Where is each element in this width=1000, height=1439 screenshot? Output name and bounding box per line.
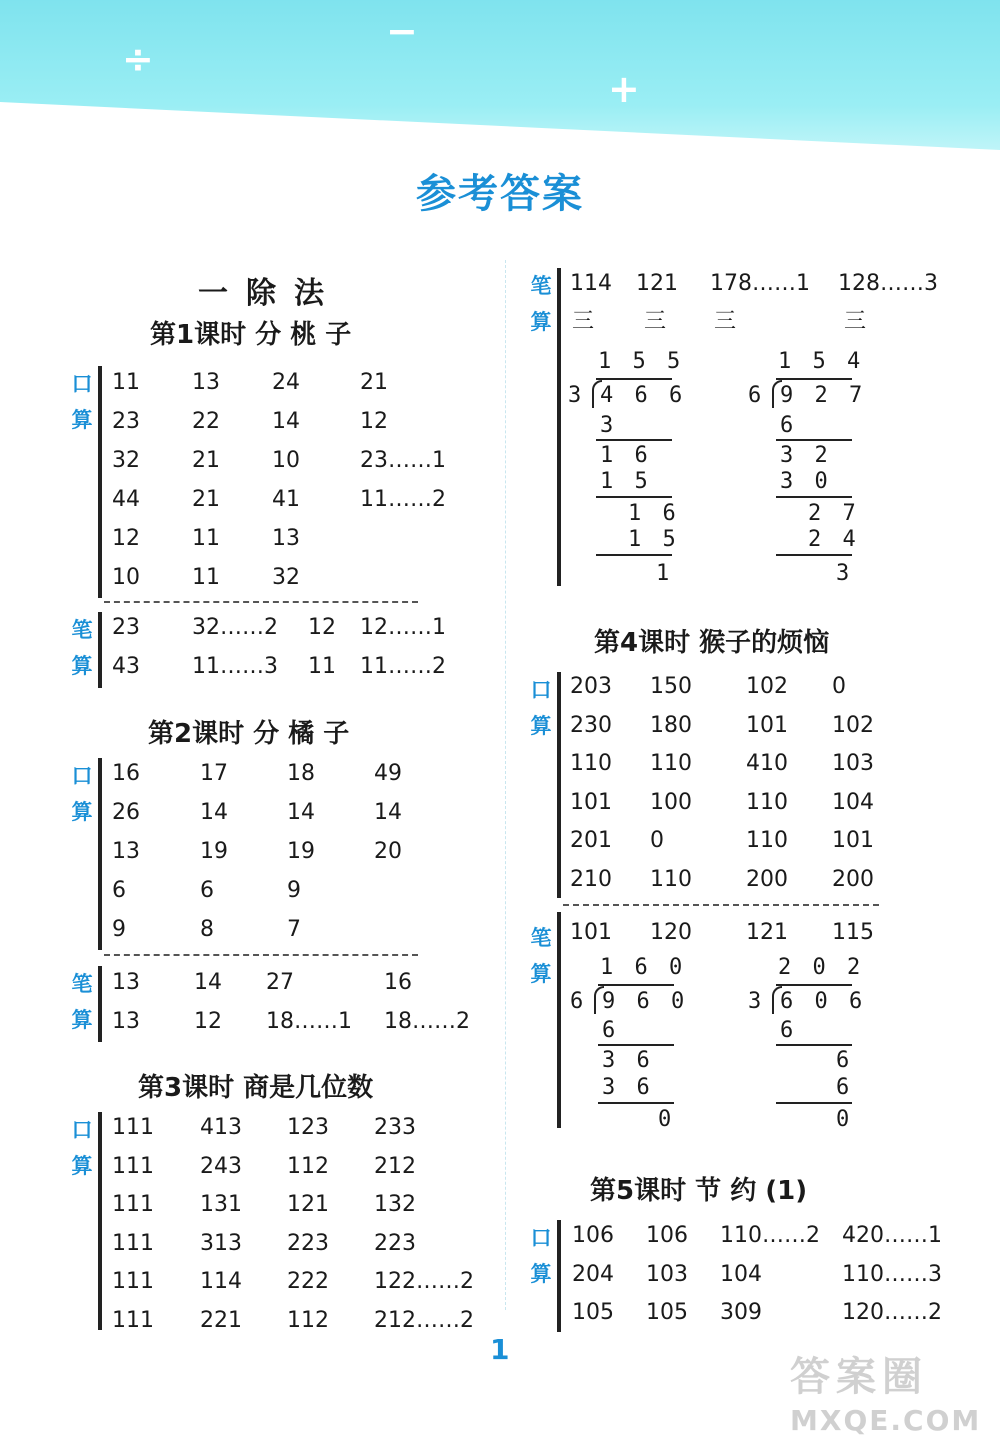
- label-char: 算: [71, 1154, 93, 1178]
- section-bar: [98, 966, 102, 1042]
- answer-cell: 103: [646, 1261, 688, 1287]
- divide-icon: ÷: [122, 37, 154, 81]
- answer-cell: 13: [192, 370, 220, 395]
- answer-cell: 三: [714, 309, 737, 334]
- ld-step: 1 6: [600, 443, 652, 468]
- answer-cell: 104: [832, 789, 874, 815]
- answer-cell: 105: [646, 1300, 688, 1326]
- answer-cell: 21: [192, 487, 220, 512]
- page-title: 参考答案: [416, 171, 584, 217]
- answer-cell: 12: [112, 526, 140, 551]
- answer-cell: 11……2: [360, 487, 446, 512]
- written-label: [70, 612, 94, 684]
- answer-cell: 14: [194, 970, 222, 995]
- answer-cell: 103: [832, 751, 874, 777]
- ld-remainder: 1: [656, 561, 674, 586]
- ld-divisor: 3: [568, 383, 586, 408]
- answer-cell: 12: [360, 409, 388, 434]
- answer-cell: 111: [112, 1192, 154, 1218]
- answer-cell: 200: [746, 867, 788, 892]
- answer-cell: 22: [192, 409, 220, 434]
- answer-cell: 114: [570, 271, 612, 296]
- ld-step: 3 6: [602, 1075, 654, 1100]
- answer-cell: 132: [374, 1192, 416, 1218]
- answer-cell: 8: [200, 917, 214, 942]
- label-char: 算: [71, 408, 93, 432]
- answer-cell: 233: [374, 1115, 416, 1140]
- ld-step: 6: [780, 413, 798, 438]
- answer-cell: 112: [287, 1308, 329, 1333]
- answer-cell: 三: [644, 309, 667, 334]
- answer-cell: 41: [272, 487, 300, 512]
- answer-cell: 13: [272, 526, 300, 551]
- ld-remainder: 3: [836, 561, 854, 586]
- section-bar: [557, 912, 561, 1128]
- label-char: 算: [530, 310, 552, 334]
- label-char: 算: [71, 1008, 93, 1032]
- answer-cell: 420……1: [842, 1223, 942, 1248]
- ld-step: 6: [836, 1048, 854, 1073]
- lesson-1-title: 第1课时 分 桃 子: [150, 320, 352, 350]
- answer-cell: 178……1: [710, 271, 810, 296]
- oral-label: [529, 672, 553, 744]
- ld-step: 6: [836, 1075, 854, 1100]
- answer-cell: 19: [287, 839, 315, 864]
- answer-cell: 110: [570, 751, 612, 777]
- answer-cell: 11: [308, 654, 336, 679]
- answer-cell: 413: [200, 1115, 242, 1140]
- answer-cell: 243: [200, 1153, 242, 1179]
- answer-cell: 105: [572, 1300, 614, 1326]
- ld-step: 3: [600, 413, 618, 438]
- ld-dividend: 4 6 6: [600, 383, 687, 408]
- answer-cell: 212: [374, 1153, 416, 1179]
- answer-cell: 11: [112, 370, 140, 395]
- oral-label: [70, 1112, 94, 1184]
- answer-cell: 7: [287, 917, 301, 942]
- answer-cell: 26: [112, 800, 140, 825]
- ld-dividend: 9 2 7: [780, 383, 867, 408]
- answer-cell: 203: [570, 674, 612, 699]
- answer-cell: 110: [650, 751, 692, 777]
- label-char: 笔: [71, 618, 93, 642]
- written-label: [529, 920, 553, 992]
- ld-rule: [776, 439, 852, 441]
- answer-cell: 23: [112, 615, 140, 640]
- ld-rule: [596, 496, 672, 498]
- label-char: 算: [530, 1262, 552, 1286]
- watermark: [790, 1345, 981, 1437]
- answer-cell: 16: [384, 970, 412, 995]
- answer-cell: 6: [200, 878, 214, 903]
- answer-cell: 0: [650, 828, 664, 854]
- answer-cell: 102: [832, 712, 874, 738]
- ld-rule: [598, 984, 674, 986]
- answer-cell: 221: [200, 1308, 242, 1333]
- section-bar: [557, 1220, 561, 1332]
- answer-cell: 32: [272, 565, 300, 590]
- ld-step: 3 2: [780, 443, 832, 468]
- label-char: 口: [530, 1226, 552, 1250]
- answer-cell: 200: [832, 867, 874, 892]
- ld-rule: [776, 496, 852, 498]
- answer-cell: 43: [112, 654, 140, 679]
- oral-label: [529, 1220, 553, 1292]
- answer-cell: 101: [832, 828, 874, 854]
- ld-rule: [776, 378, 852, 380]
- answer-cell: 18: [287, 761, 315, 786]
- answer-cell: 110……2: [720, 1223, 820, 1248]
- answer-cell: 0: [832, 674, 846, 699]
- answer-cell: 10: [272, 448, 300, 473]
- answer-cell: 11……3: [192, 654, 278, 679]
- ld-step: 1 5: [600, 469, 652, 494]
- answer-cell: 三: [572, 309, 595, 334]
- answer-cell: 106: [572, 1223, 614, 1248]
- answer-cell: 309: [720, 1300, 762, 1326]
- answer-cell: 12: [194, 1009, 222, 1034]
- answer-cell: 12: [308, 615, 336, 640]
- answer-cell: 123: [287, 1115, 329, 1140]
- answer-cell: 110: [746, 828, 788, 854]
- ld-dividend: 6 0 6: [780, 989, 867, 1014]
- answer-cell: 23……1: [360, 448, 446, 473]
- answer-cell: 32……2: [192, 615, 278, 640]
- ld-rule: [598, 1044, 674, 1046]
- section-bar: [98, 612, 102, 688]
- answer-cell: 23: [112, 409, 140, 434]
- label-char: 算: [71, 800, 93, 824]
- answer-cell: 100: [650, 789, 692, 815]
- answer-cell: 313: [200, 1230, 242, 1256]
- answer-cell: 13: [112, 839, 140, 864]
- ld-dividend: 9 6 0: [602, 989, 689, 1014]
- ld-divisor: 6: [570, 989, 588, 1014]
- answer-cell: 115: [832, 920, 874, 945]
- label-char: 算: [530, 962, 552, 986]
- dashed-separator: [104, 601, 418, 603]
- answer-cell: 13: [112, 1009, 140, 1034]
- chapter-title: 一除法: [198, 276, 342, 311]
- answer-cell: 16: [112, 761, 140, 786]
- ld-rule: [596, 378, 672, 380]
- answer-cell: 110……3: [842, 1261, 942, 1287]
- answer-cell: 223: [287, 1230, 329, 1256]
- section-bar: [557, 672, 561, 898]
- answer-cell: 11: [192, 526, 220, 551]
- answer-cell: 14: [272, 409, 300, 434]
- ld-rule: [776, 1102, 852, 1104]
- answer-cell: 27: [266, 970, 294, 995]
- answer-cell: 20: [374, 839, 402, 864]
- answer-cell: 222: [287, 1269, 329, 1295]
- answer-cell: 410: [746, 751, 788, 777]
- section-bar: [98, 366, 102, 598]
- ld-divisor: 3: [748, 989, 766, 1014]
- answer-cell: 111: [112, 1308, 154, 1333]
- ld-rule: [596, 554, 672, 556]
- answer-cell: 111: [112, 1269, 154, 1295]
- label-char: 口: [71, 1118, 93, 1142]
- ld-step: 2 7: [808, 501, 860, 526]
- lesson-3-title: 第3课时 商是几位数: [138, 1073, 374, 1103]
- oral-label: [70, 758, 94, 830]
- answer-cell: 110: [746, 789, 788, 815]
- column-divider: [505, 260, 506, 1310]
- answer-cell: 6: [112, 878, 126, 903]
- answer-cell: 32: [112, 448, 140, 473]
- label-char: 算: [71, 654, 93, 678]
- ld-rule: [776, 554, 852, 556]
- answer-cell: 121: [636, 271, 678, 296]
- answer-cell: 121: [746, 920, 788, 945]
- answer-cell: 120……2: [842, 1300, 942, 1326]
- answer-cell: 104: [720, 1261, 762, 1287]
- label-char: 口: [71, 764, 93, 788]
- answer-cell: 204: [572, 1261, 614, 1287]
- answer-cell: 101: [570, 920, 612, 945]
- ld-step: 2 4: [808, 527, 860, 552]
- answer-cell: 49: [374, 761, 402, 786]
- section-bar: [557, 268, 561, 586]
- section-bar: [98, 1112, 102, 1330]
- answer-cell: 180: [650, 712, 692, 738]
- ld-rule: [596, 439, 672, 441]
- label-char: 算: [530, 714, 552, 738]
- answer-cell: 102: [746, 674, 788, 699]
- answer-cell: 10: [112, 565, 140, 590]
- page-number: 1: [490, 1333, 510, 1366]
- answer-cell: 114: [200, 1269, 242, 1295]
- ld-divisor: 6: [748, 383, 766, 408]
- answer-cell: 122……2: [374, 1269, 474, 1295]
- answer-cell: 21: [360, 370, 388, 395]
- label-char: 口: [530, 678, 552, 702]
- answer-cell: 111: [112, 1230, 154, 1256]
- answer-cell: 212……2: [374, 1308, 474, 1333]
- written-label: [70, 966, 94, 1038]
- plus-icon: +: [608, 67, 640, 111]
- ld-rule: [598, 1102, 674, 1104]
- ld-step: 1 5: [628, 527, 680, 552]
- answer-cell: 101: [746, 712, 788, 738]
- answer-cell: 112: [287, 1153, 329, 1179]
- dashed-separator: [104, 954, 418, 956]
- answer-cell: 9: [287, 878, 301, 903]
- answer-cell: 18……1: [266, 1009, 352, 1034]
- answer-cell: 9: [112, 917, 126, 942]
- answer-cell: 223: [374, 1230, 416, 1256]
- answer-cell: 230: [570, 712, 612, 738]
- ld-rule: [776, 984, 852, 986]
- answer-cell: 14: [374, 800, 402, 825]
- answer-cell: 44: [112, 487, 140, 512]
- answer-cell: 18……2: [384, 1009, 470, 1034]
- watermark-url: MXQE.COM: [790, 1404, 982, 1437]
- ld-quotient: 2 0 2: [778, 955, 865, 980]
- ld-quotient: 1 6 0: [600, 955, 687, 980]
- answer-cell: 131: [200, 1192, 242, 1218]
- answer-cell: 210: [570, 867, 612, 892]
- watermark-logo: 答案圈: [790, 1354, 928, 1400]
- answer-cell: 14: [287, 800, 315, 825]
- ld-quotient: 1 5 5: [598, 349, 685, 374]
- answer-cell: 12……1: [360, 615, 446, 640]
- lesson-5-title: 第5课时 节 约 (1): [590, 1176, 808, 1206]
- ld-step: 1 6: [628, 501, 680, 526]
- answer-cell: 14: [200, 800, 228, 825]
- answer-cell: 111: [112, 1115, 154, 1140]
- ld-remainder: 0: [836, 1107, 854, 1132]
- answer-cell: 120: [650, 920, 692, 945]
- written-label: [529, 268, 553, 340]
- answer-cell: 三: [844, 309, 867, 334]
- answer-cell: 19: [200, 839, 228, 864]
- answer-cell: 110: [650, 867, 692, 892]
- lesson-2-title: 第2课时 分 橘 子: [148, 719, 350, 749]
- answer-cell: 101: [570, 789, 612, 815]
- answer-cell: 106: [646, 1223, 688, 1248]
- answer-cell: 11……2: [360, 654, 446, 679]
- answer-cell: 111: [112, 1153, 154, 1179]
- answer-cell: 13: [112, 970, 140, 995]
- answer-cell: 21: [192, 448, 220, 473]
- ld-step: 6: [602, 1018, 620, 1043]
- answer-cell: 128……3: [838, 271, 938, 296]
- answer-cell: 121: [287, 1192, 329, 1218]
- ld-rule: [776, 1044, 852, 1046]
- label-char: 口: [71, 372, 93, 396]
- answer-cell: 201: [570, 828, 612, 854]
- answer-cell: 150: [650, 674, 692, 699]
- label-char: 笔: [530, 926, 552, 950]
- lesson-4-title: 第4课时 猴子的烦恼: [594, 628, 830, 658]
- oral-label: [70, 366, 94, 438]
- ld-remainder: 0: [658, 1107, 676, 1132]
- ld-step: 3 0: [780, 469, 832, 494]
- answer-cell: 17: [200, 761, 228, 786]
- dashed-separator: [563, 904, 879, 906]
- label-char: 笔: [71, 972, 93, 996]
- ld-step: 6: [780, 1018, 798, 1043]
- minus-icon: −: [386, 9, 418, 53]
- answer-cell: 24: [272, 370, 300, 395]
- label-char: 笔: [530, 274, 552, 298]
- ld-step: 3 6: [602, 1048, 654, 1073]
- answer-cell: 11: [192, 565, 220, 590]
- ld-quotient: 1 5 4: [778, 349, 865, 374]
- section-bar: [98, 758, 102, 950]
